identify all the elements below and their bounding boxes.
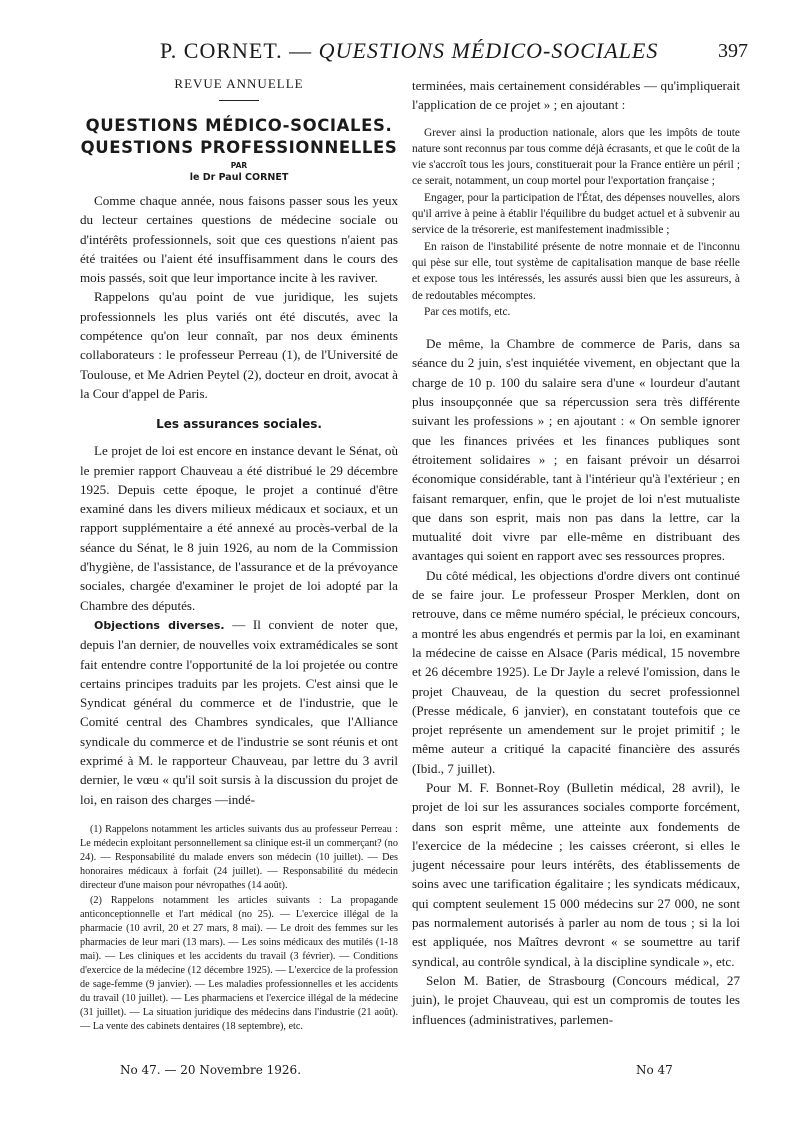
- running-header: [0, 38, 800, 72]
- objections-heading: Objections diverses.: [94, 618, 225, 632]
- intro-text: [80, 191, 398, 403]
- left-column: [80, 76, 398, 1035]
- quote-paragraph: En raison de l'instabilité présente de notre monnaie et de l'inconnu qui pèse sur elle, tout système de capitalisation manque de base réelle et expose tous les intéressés, les assurés aussi bien que les assureurs, à de redoutables mécomptes.: [412, 240, 740, 302]
- footnote: (2) Rappelons notamment les articles suivants : La propagande anticonceptionnelle et l'art médical (no 25). — L'exercice illégal de la pharmacie (10 avril, 20 et 27 mars, 8 mai). — Le droit des femmes sur les pharmacies de leur mari (13 mars). — Les soins médicaux des mutilés (1-18 mai). — Les cliniques et les accidents du travail (3 février). — Conditions d'exercice de la médecine (12 décembre 1925). — L'exercice de la profession de sage-femme (9 janvier). — Les maladies professionnelles et les accidents du travail (10 juillet). — Les pharmaciens et l'exercice illégal de la médecine (31 juillet). — La situation juridique des médecins dans l'industrie (21 août). — La vente des cabinets dentaires (18 septembre), etc.: [80, 894, 398, 1032]
- bonnet-paragraph: Pour M. F. Bonnet-Roy (Bulletin médical, 28 avril), le projet de loi sur les assurances sociales comporte forcément, dans son esprit même, une atteinte aux fondements de l'exercice de la médecine ; les caisses créeront, si elles le jugent nécessaire pour leurs intérêts, des établissements de soins avec une tarification égalitaire ; les syndicats médicaux, qui comptent seulement 15 000 médecins sur 27 000, ne sont pas normalement autorisés à parler au nom de tous ; si la loi est appliquée, nos Maîtres devront « se soumettre au tarif syndical, au contrôle syndical, à la discipline syndicale », etc.: [412, 779, 740, 969]
- running-title-subject: QUESTIONS MÉDICO-SOCIALES: [318, 38, 659, 63]
- article-author: le Dr Paul CORNET: [189, 172, 289, 183]
- title-divider: [219, 100, 259, 101]
- intro-paragraph: Rappelons qu'au point de vue juridique, les sujets professionnels les plus variés ont été discutés, avec la compétence qu'on leur connaît, par nos deux éminents collaborateurs : le professeur Perreau (1), de l'Université de Toulouse, et Me Adrien Peytel (2), docteur en droit, avocat à la Cour d'appel de Paris.: [80, 289, 398, 401]
- article-title: QUESTIONS MÉDICO-SOCIALES. QUESTIONS PROFESSIONNELLES: [80, 116, 398, 157]
- batier-paragraph: Selon M. Batier, de Strasbourg (Concours médical, 27 juin), le projet Chauveau, qui est un compromis de toutes les influences (administratives, parlemen-: [412, 972, 740, 1027]
- quoted-resolution: [412, 125, 740, 321]
- objections-text: — Il convient de noter que, depuis l'an dernier, de nouvelles voix extramédicales se sont fait entendre contre l'opportunité de la loi projetée ou contre certains principes traduits par les projets. C'est ainsi que le Syndicat général du commerce et de l'industrie, que le Comité central des Chambres syndicales, que l'Alliance syndicale du commerce et de l'industrie se sont réunis et ont exprimé à M. le rapporteur Chauveau, par lettre du 3 avril dernier, le vœu « qu'il soit sursis à la discussion du projet de loi, en raison des charges —indé-: [80, 616, 398, 807]
- running-title-author: P. CORNET. —: [160, 38, 319, 63]
- byline-par: PAR: [230, 161, 248, 170]
- right-body-text: [412, 334, 740, 1029]
- quote-paragraph: Grever ainsi la production nationale, alors que les impôts de toute nature sont reconnus par tous comme déjà écrasants, et que le coût de la vie s'accroît tous les jours, constituerait pour la France entière un péril ; ce serait, notamment, un coup mortel pour l'exportation française ;: [412, 126, 740, 188]
- assurances-text: [80, 441, 398, 809]
- assurances-paragraph: Le projet de loi est encore en instance devant le Sénat, où le premier rapport Chauveau a été distribué le 29 décembre 1925. Depuis cette époque, le projet a continué d'être examiné dans les divers milieux médicaux et sociaux, et un rapport supplémentaire a été annexé au procès-verbal de la séance du Sénat, le 8 juin 1926, au nom de la Commission d'hygiène, de l'assistance, de l'assurance et de la prévoyance sociales, chargée d'examiner le projet de loi adopté par la Chambre des députés.: [80, 443, 398, 613]
- running-title: [160, 38, 658, 64]
- revue-label: REVUE ANNUELLE: [174, 76, 304, 91]
- right-column: [412, 76, 740, 1029]
- folio-right: No 47: [636, 1063, 673, 1077]
- page-number: 397: [718, 40, 748, 62]
- continuation-text: [412, 76, 740, 115]
- footnote: (1) Rappelons notamment les articles suivants dus au professeur Perreau : Le médecin exploitant personnellement sa clinique est-il un commerçant? (no 24). — Responsabilité du malade envers son médecin (10 juillet). — Des honoraires médicaux à forfait (24 juillet). — Responsabilité du médecin directeur d'une maison pour névropathes (14 août).: [80, 823, 398, 891]
- footnotes: [80, 823, 398, 1034]
- chambre-paragraph: De même, la Chambre de commerce de Paris, dans sa séance du 2 juin, s'est inquiétée vivement, en objectant que la charge de 10 p. 100 du salaire sera d'une « lourdeur d'autant plus insoupçonnée que sa répercussion sera très différente suivant les professions » ; en ajoutant : « On semble ignorer que les finances privées et les finances publiques sont étroitement solidaires » ; en faisant prévoir un désarroi économique considérable, tant à l'intérieur qu'à l'extérieur ; en faisant remarquer, enfin, que le projet de loi n'est mutualiste que dans son esprit, mais non pas dans la lettre, car la mutualité doit vivre par elle-même en distribuant des avantages qui soient en rapport avec ses ressources propres.: [412, 336, 740, 564]
- folio-left-text: No 47. — 20 Novembre 1926.: [120, 1063, 302, 1077]
- quote-paragraph: Par ces motifs, etc.: [424, 305, 511, 318]
- continuation-paragraph: terminées, mais certainement considérables — qu'impliquerait l'application de ce projet » ; en ajoutant :: [412, 78, 740, 113]
- medical-paragraph: Du côté médical, les objections d'ordre divers ont continué de se faire jour. Le professeur Prosper Merklen, dont on retrouve, dans ce même numéro spécial, le précieux concours, a montré les abus engendrés et permis par la loi, en examinant la médecine de caisse en Alsace (Paris médical, 15 novembre et 26 décembre 1925). Le Dr Jayle a relevé l'omission, dans le projet Chauveau, de la question du secret professionnel (Presse médicale, 6 janvier), en constatant toutefois que ce projet représente un amendement sur le projet primitif ; le même auteur a critiqué la capacité financière des assurés (Ibid., 7 juillet).: [412, 567, 740, 776]
- intro-paragraph: Comme chaque année, nous faisons passer sous les yeux du lecteur certaines questions de médecine sociale ou d'intérêts professionnels, soit que ces questions n'aient pas été traitées ou l'aient été insuffisamment dans le cours des mois passés, soit que leur importance incite à les raviver.: [80, 193, 398, 286]
- quote-paragraph: Engager, pour la participation de l'État, des dépenses nouvelles, alors qu'il arrive à peine à établir l'équilibre du budget actuel et à subvenir au service de la trésorerie, est manifestement inadmissible ;: [412, 191, 740, 237]
- section-heading: Les assurances sociales.: [156, 417, 322, 432]
- objections-paragraph: [80, 615, 398, 809]
